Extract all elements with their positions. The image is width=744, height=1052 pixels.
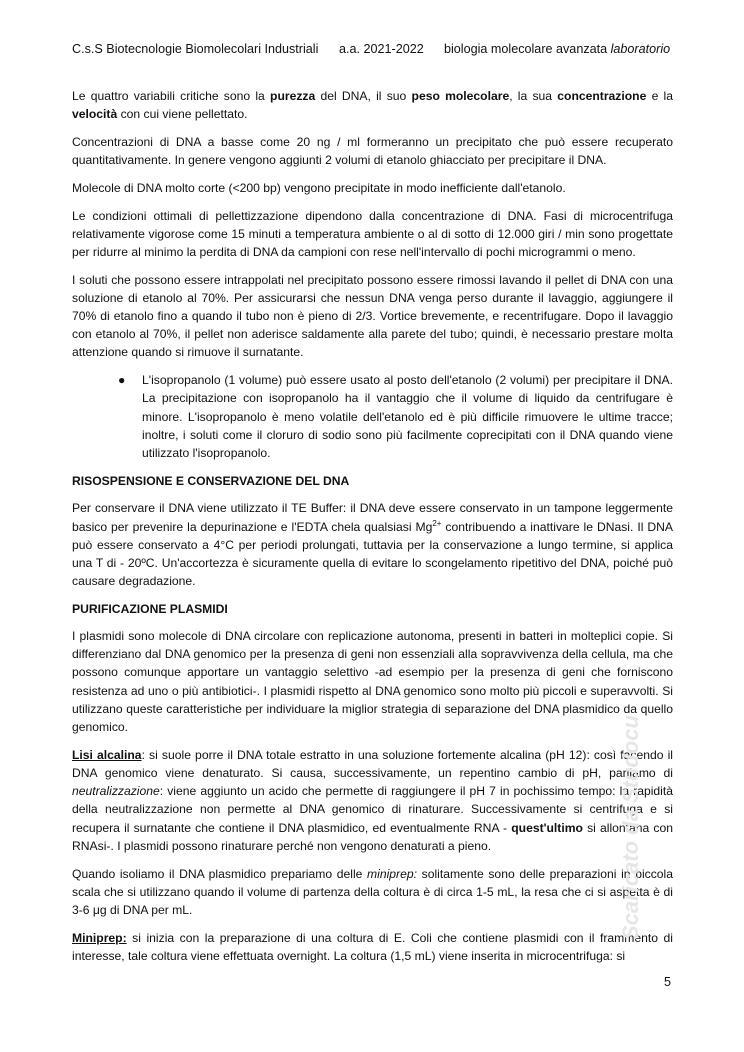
paragraph-miniprep-intro xyxy=(72,865,673,920)
text: contribuendo a inattivare le DNasi. Il DNA può essere conservato a 4°C per periodi prolungati, tuttavia per la conservazione a lungo termine, si applica una T di - 20ºC. Un'accortezza è sicuramente quella di evitare lo scongelamento ripetitivo del DNA, poiché può causare degradazione. xyxy=(72,519,673,589)
text: , la sua xyxy=(509,89,558,103)
paragraph-pelleting: Le condizioni ottimali di pellettizzazione dipendono dalla concentrazione di DNA. Fasi di microcentrifuga relativamente vigorose come 15 minuti a temperatura ambiente o al di sotto di 12.000 giri / min sono progettate per ridurre al minimo la perdita di DNA da campioni con rese nell'intervallo di pochi microgrammi o meno. xyxy=(72,208,673,259)
term-label: Miniprep: xyxy=(72,930,127,945)
paragraph-alkaline-lysis xyxy=(72,746,673,855)
header-year: a.a. 2021-2022 xyxy=(339,42,424,56)
text: Le quattro variabili critiche sono la xyxy=(72,89,271,103)
document-body xyxy=(72,87,673,975)
italic-term: miniprep: xyxy=(367,866,417,881)
section-heading-plasmid: PURIFICAZIONE PLASMIDI xyxy=(72,601,228,616)
text: solitamente sono delle preparazioni in piccola scala che si utilizzano quando il volume di partenza della coltura è di circa 1-5 mL, la resa che ci si aspetta è di 3-6 μg di DNA per mL. xyxy=(72,866,673,917)
bold-term: velocità xyxy=(72,107,118,122)
section-heading-resuspension: RISOSPENSIONE E CONSERVAZIONE DEL DNA xyxy=(72,474,350,489)
bullet-text: L'isopropanolo (1 volume) può essere usato al posto dell'etanolo (2 volumi) per precipitare il DNA. La precipitazione con isopropanolo ha il vantaggio che il volume di liquido da centrifugare è minore. L'isopropanolo è meno volatile dell'etanolo ed è più difficile rimuovere le ultime tracce; inoltre, i soluti come il cloruro di sodio sono più facilmente coprecipitati con il DNA quando viene utilizzato l'isopropanolo. xyxy=(142,373,673,460)
text: del DNA, il suo xyxy=(315,89,412,103)
italic-term: neutralizzazione xyxy=(72,784,160,799)
page-number: 5 xyxy=(664,975,672,989)
bold-term: purezza xyxy=(270,89,316,103)
paragraph-te-buffer xyxy=(72,499,673,590)
paragraph-miniprep xyxy=(72,929,673,965)
bold-term: peso molecolare xyxy=(411,89,510,103)
superscript: 2+ xyxy=(432,518,442,528)
paragraph-variables xyxy=(72,87,673,123)
header-course: C.s.S Biotecnologie Biomolecolari Industriali xyxy=(72,42,319,56)
text: : si suole porre il DNA totale estratto in una soluzione fortemente alcalina (pH 12): così facendo il DNA genomico viene denaturato. Si causa, successivamente, un repentino cambio di pH, parliamo di xyxy=(72,747,673,780)
text: Quando isoliamo il DNA plasmidico prepariamo delle xyxy=(72,866,368,881)
bold-term: concentrazione xyxy=(557,89,647,103)
text: Per conservare il DNA viene utilizzato il TE Buffer: il DNA deve essere conservato in un tampone leggermente basico per prevenire la depurinazione e l'EDTA chela qualsiasi Mg xyxy=(72,501,673,534)
text: e la xyxy=(646,89,673,103)
term-label: Lisi alcalina xyxy=(72,747,142,762)
bullet-item-isopropanol xyxy=(72,371,673,462)
bullet-icon: ● xyxy=(118,373,126,388)
text: si inizia con la preparazione di una coltura di E. Coli che contiene plasmidi con il frammento di interesse, tale coltura viene effettuata overnight. La coltura (1,5 mL) viene inserita in microcentrifuga: si xyxy=(72,930,673,963)
header-subject-italic: laboratorio xyxy=(610,42,671,56)
paragraph-washing: I soluti che possono essere intrappolati nel precipitato possono essere rimossi lavando il pellet di DNA con una soluzione di etanolo al 70%. Per assicurarsi che nessun DNA venga perso durante il lavaggio, aggiungere il 70% di etanolo fino a quando il tubo non è pieno di 2/3. Vortice brevemente, e recentrifugare. Dopo il lavaggio con etanolo al 70%, il pellet non aderisce saldamente alla parete del tubo; quindi, è necessario prestare molta attenzione quando si rimuove il surnatante. xyxy=(72,272,673,360)
paragraph-concentration: Concentrazioni di DNA a basse come 20 ng / ml formeranno un precipitato che può essere recuperato quantitativamente. In genere vengono aggiunti 2 volumi di etanolo ghiacciato per precipitare il DNA. xyxy=(72,134,673,168)
text: si allontana con RNAsi-. I plasmidi possono rinaturare perché non vengono denaturati a pieno. xyxy=(72,820,674,853)
watermark: Scaricato da Studocu xyxy=(618,715,643,940)
header-subject xyxy=(444,42,670,56)
text: con cui viene pellettato. xyxy=(117,107,248,122)
bold-term: quest'ultimo xyxy=(511,820,583,835)
text: : viene aggiunto un acido che permette di raggiungere il pH 7 in pochissimo tempo: la rapidità della neutralizzazione non permette al DNA genomico di rinaturare. Successivamente si centrifuga e si recupera il surnatante che contiene il DNA plasmidico, ed eventualmente RNA - xyxy=(72,784,673,835)
paragraph-short-dna: Molecole di DNA molto corte (<200 bp) vengono precipitate in modo inefficiente dall'etanolo. xyxy=(72,180,566,195)
paragraph-plasmids: I plasmidi sono molecole di DNA circolare con replicazione autonoma, presenti in batteri in molteplici copie. Si differenziano dal DNA genomico per la presenza di geni non essenziali alla sopravvivenza della cellula, ma che possono comunque apportare un vantaggio selettivo -ad esempio per la presenza di geni che forniscono resistenza ad uno o più antibiotici-. I plasmidi rispetto al DNA genomico sono molto più piccoli e superavvolti. Si utilizzano queste caratteristiche per individuare la miglior strategia di separazione del DNA plasmidico da quello genomico. xyxy=(72,629,673,735)
header-subject-text: biologia molecolare avanzata xyxy=(444,42,608,56)
